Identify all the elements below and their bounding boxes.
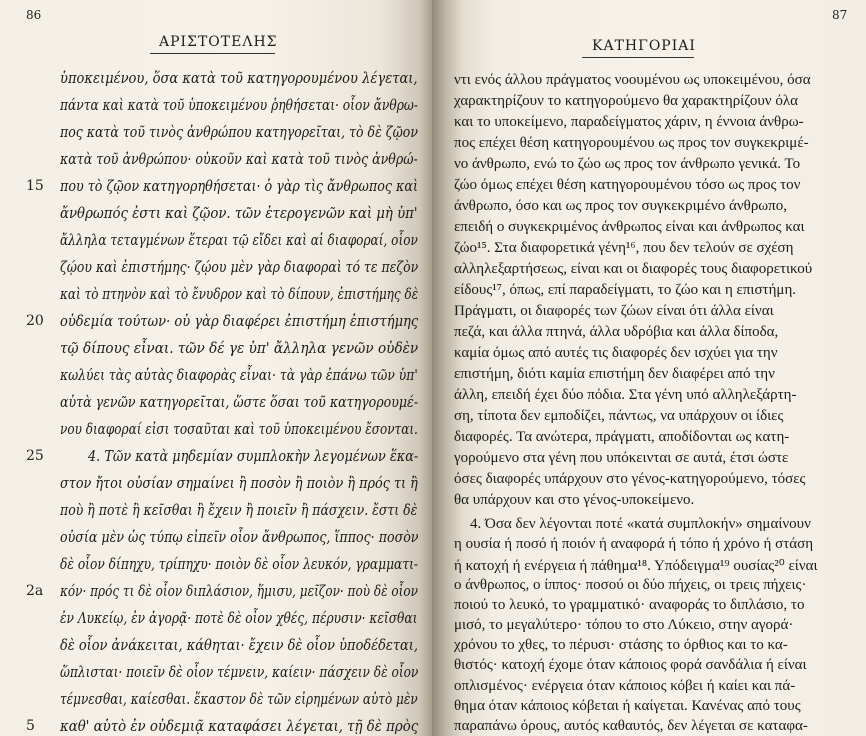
right-text-line: Πράγματι, οι διαφορές των ζώων είναι ότι άλλα είναι: [454, 303, 774, 319]
right-text-line: μισό, το μεγαλύτερο· τόπου το στο Λύκειο, στην αγορά·: [454, 617, 794, 633]
left-text-line: ὑποκειμένου, ὅσα κατὰ τοῦ κατηγορουμένου λέγεται,: [60, 70, 418, 87]
left-folio: 86: [26, 8, 42, 22]
right-text-line: γορούμενο στα γένη που υπόκεινται σε αυτά, έτσι ώστε: [454, 450, 789, 466]
right-text-line: άνθρωπο, όσο και ως προς τον συγκεκριμένο άνθρωπο,: [454, 198, 787, 214]
left-text-line: που τὸ ζῷον κατηγορηθήσεται· ὁ γὰρ τὶς ἄνθρωπος καὶ: [60, 178, 418, 195]
left-text-line: κωλύει τὰς αὐτὰς διαφορὰς εἶναι· τὰ γὰρ ἐπάνω τῶν ὑπ': [60, 367, 418, 384]
left-text-line: ὥπλισται· ποιεῖν δὲ οἷον τέμνειν, καίειν· πάσχειν δὲ οἷον: [60, 664, 419, 681]
right-text-line: ση, τίποτα δεν εμποδίζει, πάντως, να υπάρχουν οι ίδιες: [454, 408, 784, 424]
right-text-line: θα υπάρχουν και στο γένος-υποκείμενο.: [454, 492, 695, 508]
left-text-line: δὲ οἷον δίπηχυ, τρίπηχυ· ποιὸν δὲ οἷον λευκόν, γραμματι-: [60, 556, 419, 573]
right-text-line: ζώο¹⁵. Στα διαφορετικά γένη¹⁶, που δεν τελούν σε σχέση: [454, 240, 794, 256]
left-text-line: 4. Τῶν κατὰ μηδεμίαν συμπλοκὴν λεγομένων ἕκα-: [88, 448, 419, 465]
line-number: 5: [26, 718, 35, 734]
right-text-line: πεζά, και άλλα πτηνά, άλλα υδρόβια και άλλα δίποδα,: [454, 324, 779, 340]
right-header-rule: [582, 57, 694, 58]
left-text-line: καὶ τὸ πτηνὸν καὶ τὸ ἔνυδρον καὶ τὸ δίπουν, ἐπιστήμης δὲ: [60, 286, 419, 303]
left-text-line: ζῴου καὶ ἐπιστήμης· ζῴου μὲν γὰρ διαφοραὶ τό τε πεζὸν: [60, 259, 419, 276]
line-number: 2a: [26, 583, 44, 599]
right-text-line: όσες διαφορές υπάρχουν στο γένος-κατηγορούμενο, τόσες: [454, 471, 806, 487]
right-text-line: χρόνου το χθες, το πέρυσι· στάσης το όρθιος και το κα-: [454, 637, 788, 653]
right-text-line: νο άνθρωπο, ενώ το ζώο ως προς τον άνθρωπο γενικά. Το: [454, 156, 801, 172]
left-text-line: τέμνεσθαι, καίεσθαι. ἕκαστον δὲ τῶν εἰρημένων αὐτὸ μὲν: [60, 691, 418, 708]
right-text-line: άλλη, επειδή έχει δύο πόδια. Στα γένη υπό αλληλεξάρτη-: [454, 387, 797, 403]
right-text-line: πος επέχει θέση κατηγορουμένου ως προς τον συγκεκριμέ-: [454, 135, 809, 151]
left-text-line: οὐδεμία τούτων· οὐ γὰρ διαφέρει ἐπιστήμη ἐπιστήμης: [60, 313, 419, 330]
left-text-line: ἄλληλα τεταγμένων ἕτεραι τῷ εἴδει καὶ αἱ διαφοραί, οἷον: [60, 232, 418, 249]
right-text-line: ή κατοχή ή ενέργεια ή πάθημα¹⁸. Υπόδειγμα¹⁹ ουσίας²⁰ είναι: [454, 558, 818, 574]
left-text-line: αὐτὰ γενῶν κατηγορεῖται, ὥστε ὅσαι τοῦ κατηγορουμέ-: [60, 394, 419, 411]
right-text-line: θιστός· κατοχή έχομε όταν κάποιος φορά σανδάλια ή είναι: [454, 657, 807, 673]
left-text-line: καθ' αὑτὸ ἐν οὐδεμιᾷ καταφάσει λέγεται, τῇ δὲ πρὸς: [60, 718, 419, 735]
right-text-line: η ουσία ή ποσό ή ποιόν ή αναφορά ή τόπο ή χρόνο ή στάση: [454, 536, 814, 552]
right-text-line: ο άνθρωπος, ο ίππος· ποσού οι δύο πήχεις, οι τρεις πήχεις·: [454, 577, 807, 593]
right-text-line: ποιού το λευκό, το γραμματικό· αναφοράς το διπλάσιο, το: [454, 597, 805, 613]
left-page-header: ΑΡΙΣΤΟΤΕΛΗΣ: [159, 34, 278, 50]
right-page-header: ΚΑΤΗΓΟΡΙΑΙ: [592, 38, 696, 54]
line-number: 20: [26, 313, 44, 329]
left-page: [0, 0, 432, 736]
right-text-line: θημα όταν κάποιος κόβεται ή καίγεται. Κανένας από τους: [454, 698, 801, 714]
line-number: 25: [26, 448, 44, 464]
right-text-line: οπλισμένος· ενέργεια όταν κάποιος κόβει ή καίει και πά-: [454, 678, 796, 694]
left-text-line: στον ἤτοι οὐσίαν σημαίνει ἢ ποσὸν ἢ ποιὸν ἢ πρός τι ἢ: [60, 475, 418, 492]
left-text-line: ἐν Λυκείῳ, ἐν ἀγορᾷ· ποτὲ δὲ οἷον χθές, πέρυσιν· κεῖσθαι: [60, 610, 418, 627]
right-text-line: και το υποκείμενο, παραδείγματος χάριν, η έννοια άνθρω-: [454, 114, 804, 130]
left-text-line: τῷ δίπους εἶναι. τῶν δέ γε ὑπ' ἄλληλα γενῶν οὐδὲν: [60, 340, 419, 357]
right-text-line: αλληλεξαρτήσεως, είναι και οι διαφορές τους διαφορετικού: [454, 261, 813, 277]
right-folio: 87: [832, 8, 848, 22]
right-page: [432, 0, 866, 736]
left-text-line: κατὰ τοῦ ἀνθρώπου· οὐκοῦν καὶ κατὰ τοῦ τινὸς ἀνθρώ-: [60, 151, 418, 168]
left-text-line: κόν· πρός τι δὲ οἷον διπλάσιον, ἥμισυ, μεῖζον· ποὺ δὲ οἷον: [60, 583, 418, 600]
right-text-line: είδους¹⁷, όπως, επί παραδείγματι, το ζώο και η επιστήμη.: [454, 282, 797, 298]
left-text-line: ἄνθρωπός ἐστι καὶ ζῷον. τῶν ἑτερογενῶν καὶ μὴ ὑπ': [60, 205, 418, 222]
left-header-rule: [150, 53, 275, 54]
left-text-line: πάντα καὶ κατὰ τοῦ ὑποκειμένου ῥηθήσεται· οἷον ἄνθρω-: [60, 97, 418, 114]
right-text-line: καμία όμως από αυτές τις διαφορές δεν ισχύει για την: [454, 345, 778, 361]
left-text-line: οὐσία μὲν ὡς τύπῳ εἰπεῖν οἷον ἄνθρωπος, ἵππος· ποσὸν: [60, 529, 419, 546]
right-text-line: επειδή ο συγκεκριμένος άνθρωπος είναι και άνθρωπος και: [454, 219, 805, 235]
left-text-line: ποὺ ἢ ποτὲ ἢ κεῖσθαι ἢ ἔχειν ἢ ποιεῖν ἢ πάσχειν. ἔστι δὲ: [60, 502, 418, 519]
right-text-line: ντι ενός άλλου πράγματος νοουμένου ως υποκειμένου, όσα: [454, 72, 811, 88]
line-number: 15: [26, 178, 44, 194]
left-text-line: νου διαφοραί εἰσι τοσαῦται καὶ τοῦ ὑποκειμένου ἔσονται.: [60, 421, 418, 438]
left-text-line: πος κατὰ τοῦ τινὸς ἀνθρώπου κατηγορεῖται, τὸ δὲ ζῷον: [60, 124, 418, 141]
left-text-line: δὲ οἷον ἀνάκειται, κάθηται· ἔχειν δὲ οἷον ὑποδέδεται,: [60, 637, 419, 654]
right-text-line: 4. Όσα δεν λέγονται ποτέ «κατά συμπλοκήν» σημαίνουν: [470, 516, 811, 532]
right-text-line: επιστήμη, διότι καμία επιστήμη δεν διαφέρει από την: [454, 366, 775, 382]
right-text-line: ζώο όμως επέχει θέση κατηγορουμένου τόσο ως προς τον: [454, 177, 801, 193]
right-text-line: παραπάνω όρους, αυτός καθαυτός, δεν λέγεται σε καταφα-: [454, 718, 808, 734]
right-text-line: διαφορές. Τα ανώτερα, πράγματι, αποδίδονται ως κατη-: [454, 429, 790, 445]
right-text-line: χαρακτηρίζουν το κατηγορούμενο θα χαρακτηρίζουν όλα: [454, 93, 798, 109]
